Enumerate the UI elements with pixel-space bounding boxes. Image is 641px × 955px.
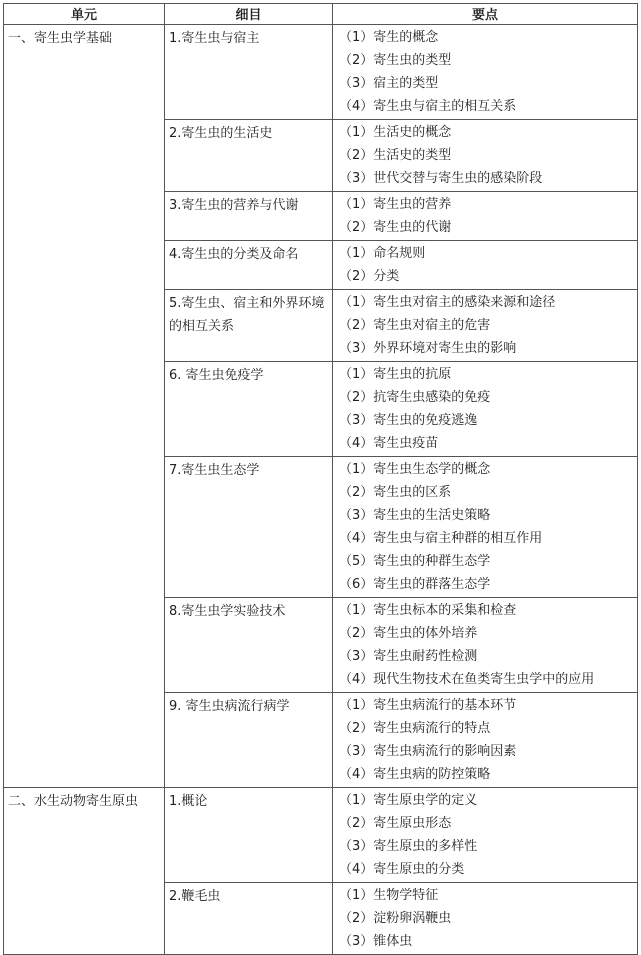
unit-cell: 二、水生动物寄生原虫 [4,788,165,955]
detail-cell: 8.寄生虫学实验技术 [165,598,333,693]
point-item: （1）生活史的概念 [339,125,452,140]
point-item: （2）寄生虫的代谢 [339,220,452,235]
points-cell [333,241,638,290]
header-detail: 细目 [165,4,333,25]
points-cell [333,457,638,598]
point-item: （1）寄生虫的抗原 [339,367,452,382]
points-cell [333,362,638,457]
point-item: （1）寄生虫标本的采集和检查 [339,603,517,618]
detail-cell: 5.寄生虫、宿主和外界环境的相互关系 [165,290,333,362]
point-item: （3）寄生原虫的多样性 [339,839,478,854]
point-item: （3）寄生虫病流行的影响因素 [339,744,517,759]
table-row [4,25,638,120]
points-cell [333,598,638,693]
detail-cell: 9. 寄生虫病流行病学 [165,693,333,788]
detail-cell: 1.概论 [165,788,333,883]
point-item: （3）外界环境对寄生虫的影响 [339,341,517,356]
detail-cell: 6. 寄生虫免疫学 [165,362,333,457]
point-item: （2）寄生虫的体外培养 [339,626,478,641]
points-cell [333,192,638,241]
point-item: （2）生活史的类型 [339,148,452,163]
unit-cell: 一、寄生虫学基础 [4,25,165,788]
point-item: （2）寄生虫对宿主的危害 [339,318,491,333]
header-row [4,4,638,25]
point-item: （1）寄生的概念 [339,30,439,45]
point-item: （4）寄生虫疫苗 [339,436,439,451]
point-item: （6）寄生虫的群落生态学 [339,577,491,592]
point-item: （3）锥体虫 [339,934,413,949]
point-item: （3）寄生虫的免疫逃逸 [339,413,478,428]
points-cell [333,693,638,788]
points-cell [333,883,638,955]
point-item: （1）生物学特征 [339,888,439,903]
point-item: （4）寄生虫病的防控策略 [339,767,491,782]
points-cell [333,120,638,192]
header-unit: 单元 [4,4,165,25]
syllabus-table-wrapper [3,3,637,955]
point-item: （4）寄生虫与宿主种群的相互作用 [339,531,543,546]
points-cell [333,788,638,883]
syllabus-body [4,25,638,955]
point-item: （2）寄生虫病流行的特点 [339,721,491,736]
detail-cell: 3.寄生虫的营养与代谢 [165,192,333,241]
point-item: （4）寄生原虫的分类 [339,862,465,877]
point-item: （1）命名规则 [339,246,426,261]
point-item: （1）寄生虫病流行的基本环节 [339,698,517,713]
header-points: 要点 [333,4,638,25]
detail-cell: 2.寄生虫的生活史 [165,120,333,192]
point-item: （3）寄生虫耐药性检测 [339,649,478,664]
detail-cell: 2.鞭毛虫 [165,883,333,955]
points-cell [333,290,638,362]
point-item: （2）分类 [339,269,400,284]
point-item: （4）寄生虫与宿主的相互关系 [339,99,517,114]
point-item: （2）寄生虫的类型 [339,53,452,68]
point-item: （3）宿主的类型 [339,76,439,91]
syllabus-table [3,3,638,955]
point-item: （2）寄生原虫形态 [339,816,452,831]
point-item: （4）现代生物技术在鱼类寄生虫学中的应用 [339,672,595,687]
table-row [4,788,638,883]
point-item: （1）寄生虫对宿主的感染来源和途径 [339,295,556,310]
point-item: （1）寄生原虫学的定义 [339,793,478,808]
point-item: （2）淀粉卵涡鞭虫 [339,911,452,926]
detail-cell: 1.寄生虫与宿主 [165,25,333,120]
detail-cell: 4.寄生虫的分类及命名 [165,241,333,290]
point-item: （3）寄生虫的生活史策略 [339,508,491,523]
points-cell [333,25,638,120]
point-item: （5）寄生虫的种群生态学 [339,554,491,569]
point-item: （1）寄生虫生态学的概念 [339,462,491,477]
point-item: （2）寄生虫的区系 [339,485,452,500]
point-item: （2）抗寄生虫感染的免疫 [339,390,491,405]
detail-cell: 7.寄生虫生态学 [165,457,333,598]
point-item: （1）寄生虫的营养 [339,197,452,212]
point-item: （3）世代交替与寄生虫的感染阶段 [339,171,543,186]
